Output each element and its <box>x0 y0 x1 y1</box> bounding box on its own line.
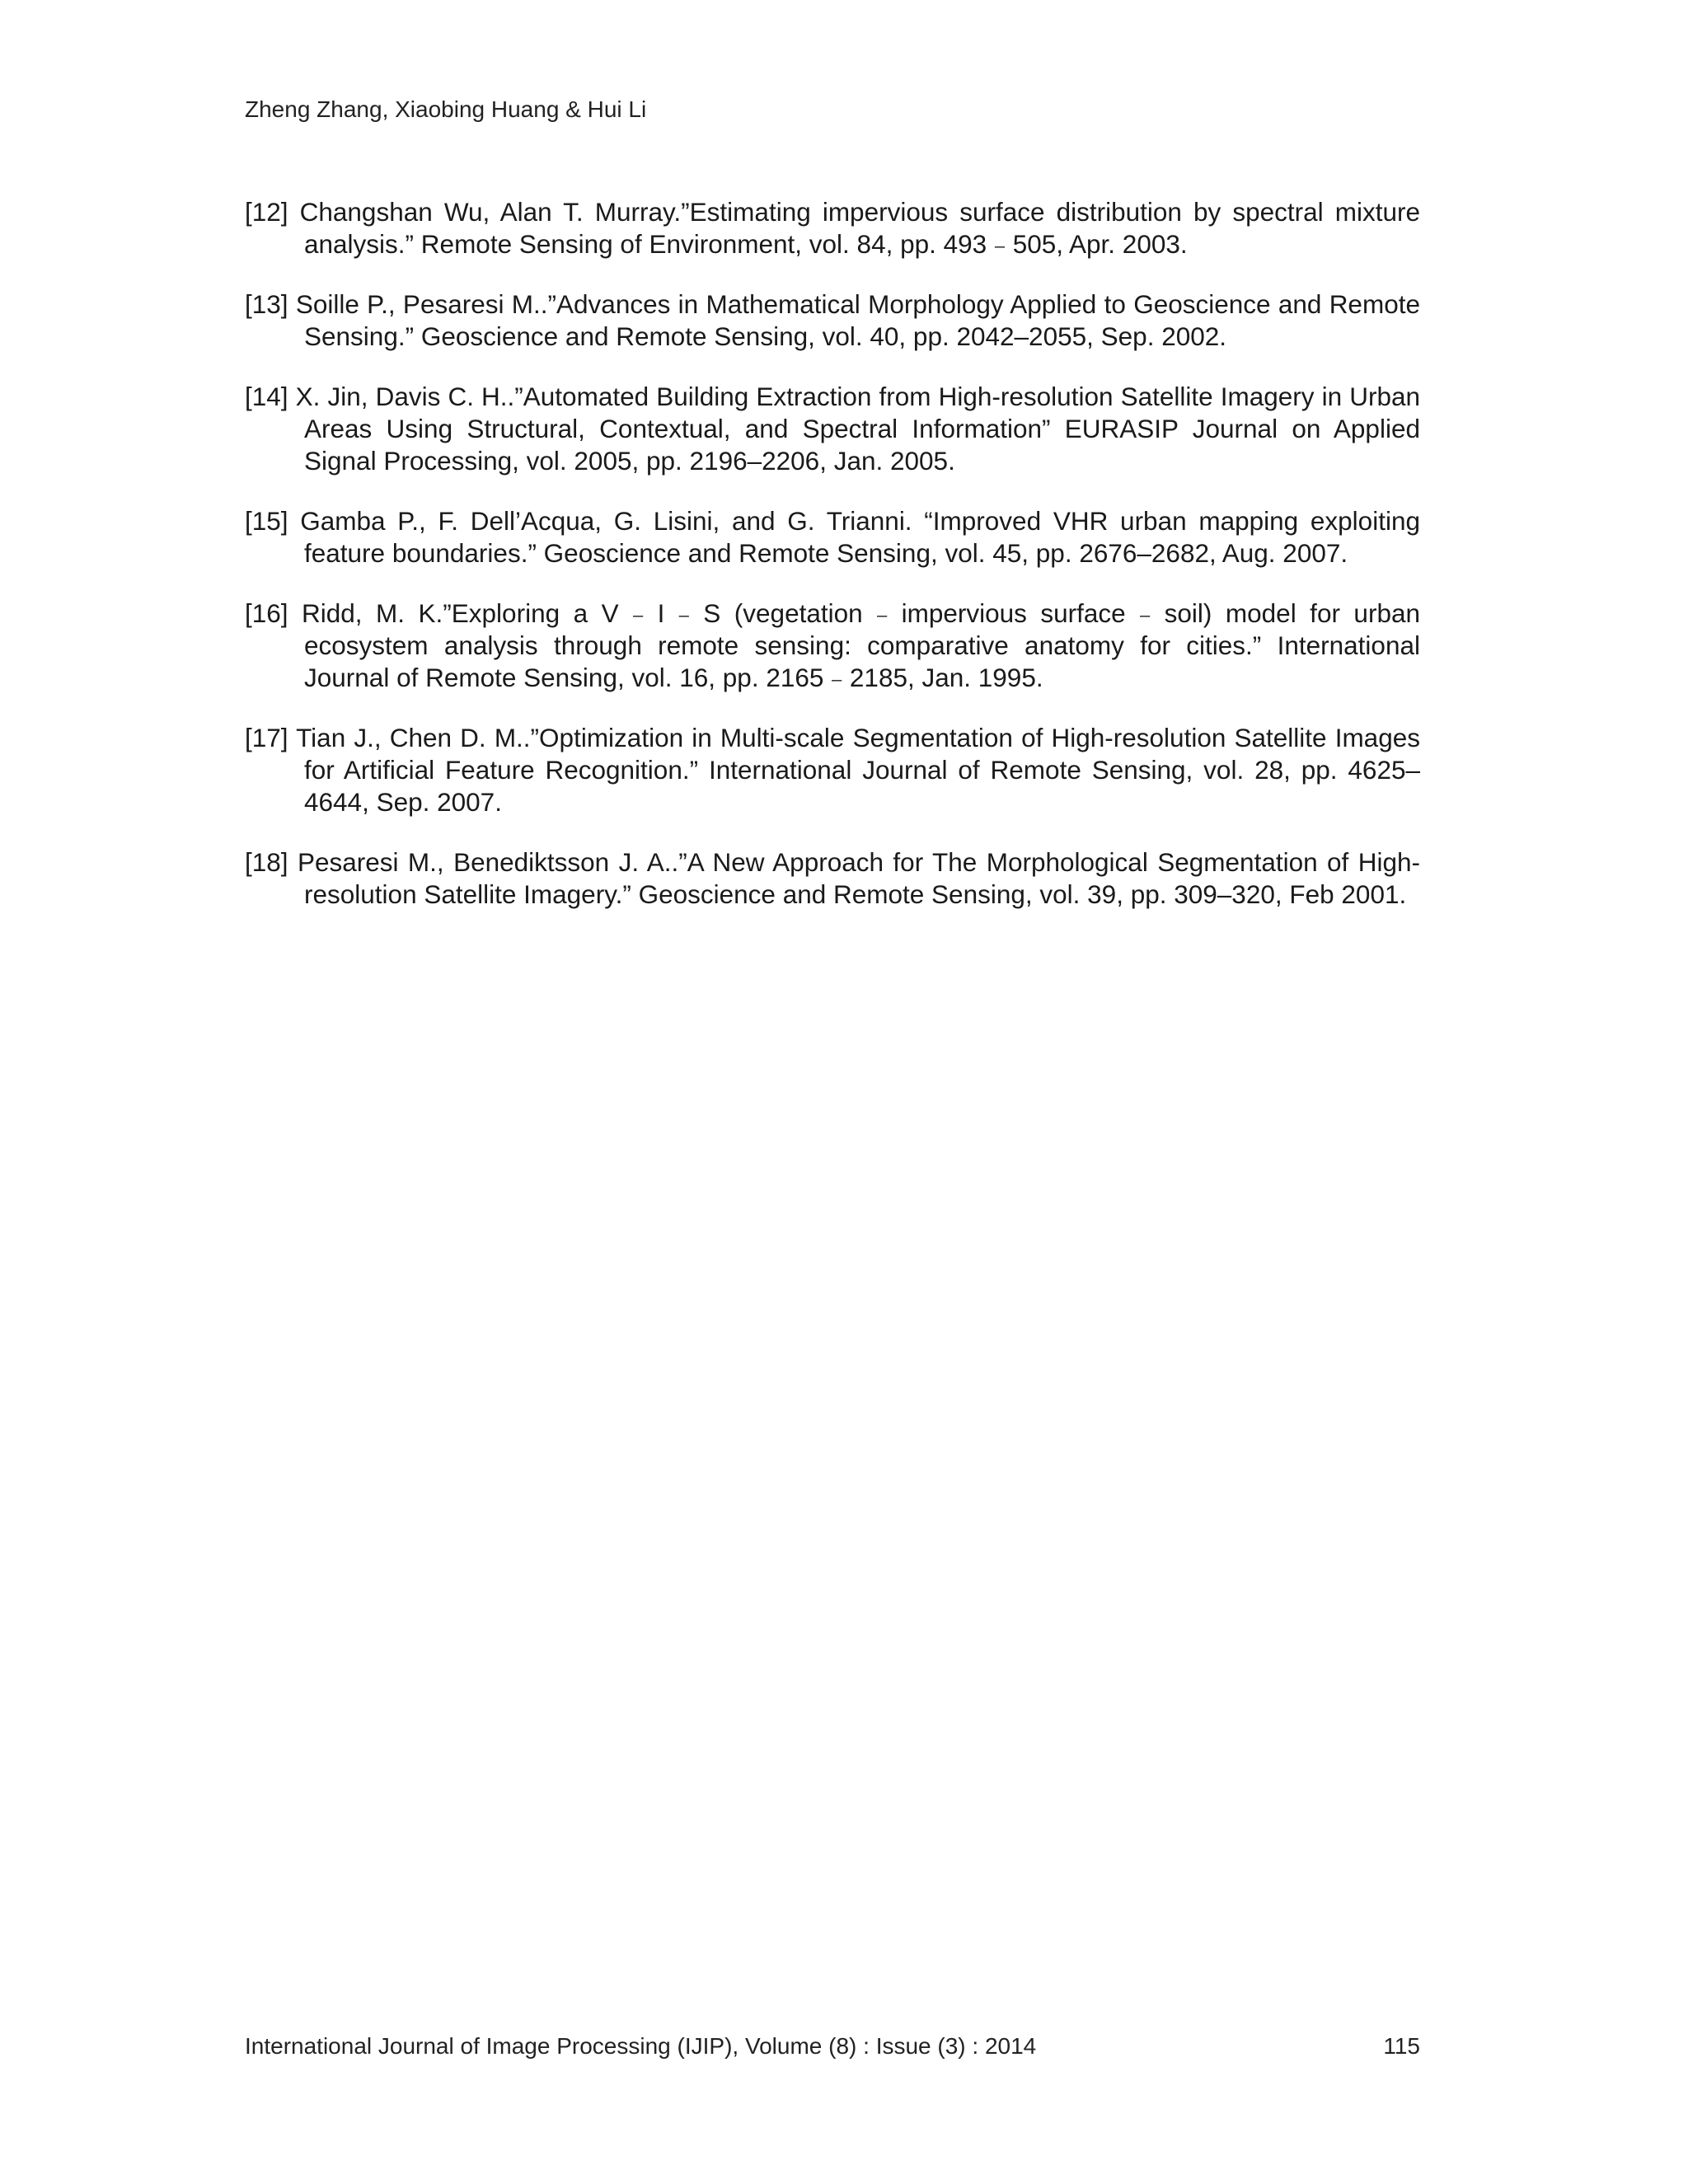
reference-18: [18] Pesaresi M., Benediktsson J. A..”A New Approach for The Morphological Segmentation of High-resolution Satellite Imagery.” Geoscience and Remote Sensing, vol. 39, pp. 309–320, Feb 2001. <box>245 847 1420 909</box>
reference-14: [14] X. Jin, Davis C. H..”Automated Building Extraction from High-resolution Satellite Imagery in Urban Areas Using Structural, Contextual, and Spectral Information” EURASIP Journal on Applied Signal Processing, vol. 2005, pp. 2196–2206, Jan. 2005. <box>245 382 1420 476</box>
running-head-authors: Zheng Zhang, Xiaobing Huang & Hui Li <box>245 96 647 122</box>
reference-13: [13] Soille P., Pesaresi M..”Advances in Mathematical Morphology Applied to Geoscience and Remote Sensing.” Geoscience and Remote Sensing, vol. 40, pp. 2042–2055, Sep. 2002. <box>245 289 1420 351</box>
reference-15: [15] Gamba P., F. Dell’Acqua, G. Lisini, and G. Trianni. “Improved VHR urban mapping exploiting feature boundaries.” Geoscience and Remote Sensing, vol. 45, pp. 2676–2682, Aug. 2007. <box>245 506 1420 568</box>
reference-12: [12] Changshan Wu, Alan T. Murray.”Estimating impervious surface distribution by spectral mixture analysis.” Remote Sensing of Environment, vol. 84, pp. 493﹣505, Apr. 2003. <box>245 197 1420 259</box>
page-footer <box>245 2032 1420 2060</box>
reference-list <box>245 196 1420 939</box>
reference-17: [17] Tian J., Chen D. M..”Optimization in Multi-scale Segmentation of High-resolution Satellite Images for Artificial Feature Recognition.” International Journal of Remote Sensing, vol. 28, pp. 4625–4644, Sep. 2007. <box>245 723 1420 817</box>
page-number: 115 <box>1383 2033 1420 2059</box>
footer-journal-citation: International Journal of Image Processing (IJIP), Volume (8) : Issue (3) : 2014 <box>245 2033 1037 2059</box>
reference-16: [16] Ridd, M. K.”Exploring a V﹣I﹣S (vegetation﹣impervious surface﹣soil) model for urban ecosystem analysis through remote sensing: comparative anatomy for cities.” International Journal of Remote Sensing, vol. 16, pp. 2165﹣2185, Jan. 1995. <box>245 598 1420 692</box>
